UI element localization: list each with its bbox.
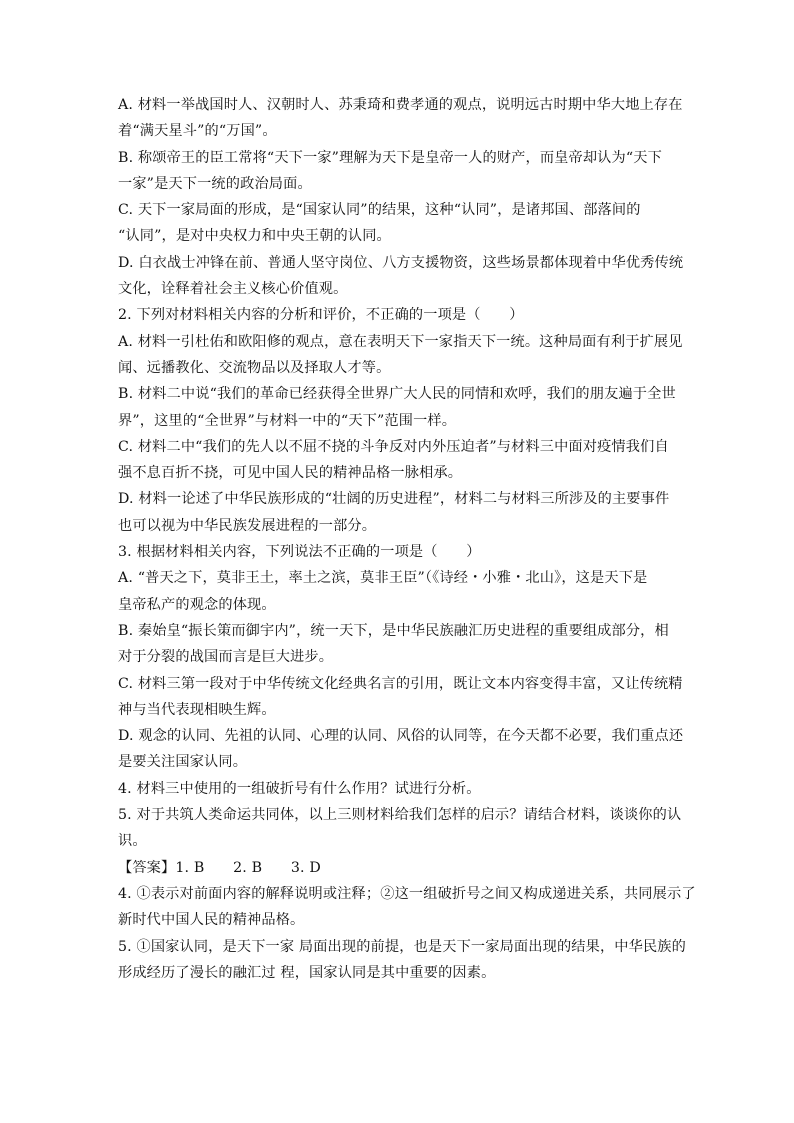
- option-b-line-2: 一家”是天下一统的政治局面。: [118, 175, 312, 192]
- q2-option-d-line-2: 也可以视为中华民族发展进程的一部分。: [118, 517, 377, 534]
- option-c-line-2: “认同”，是对中央权力和中央王朝的认同。: [118, 228, 391, 245]
- q3-option-d-line-1: D. 观念的认同、先祖的认同、心理的认同、风俗的认同等，在今天都不必要，我们重点还: [118, 728, 684, 745]
- question-4: 4. 材料三中使用的一组破折号有什么作用？试进行分析。: [118, 780, 481, 797]
- q2-option-b-line-1: B. 材料二中说“我们的革命已经获得全世界广大人民的同情和欢呼，我们的朋友遍于全世: [118, 386, 676, 403]
- question-2-stem: 2. 下列对材料相关内容的分析和评价，不正确的一项是（ ）: [118, 307, 524, 324]
- answer-5-line-2: 形成经历了漫长的融汇过 程，国家认同是其中重要的因素。: [118, 964, 496, 981]
- q3-option-b-line-2: 对于分裂的战国而言是巨大进步。: [118, 649, 334, 666]
- q3-option-d-line-2: 是要关注国家认同。: [118, 754, 248, 771]
- answer-key: 【答案】1. B 2. B 3. D: [118, 859, 321, 876]
- option-a-line-1: A. 材料一举战国时人、汉朝时人、苏秉琦和费孝通的观点，说明远古时期中华大地上存在: [118, 97, 683, 113]
- q2-option-a-line-2: 闻、远播教化、交流物品以及择取人才等。: [118, 359, 391, 376]
- q2-option-a-line-1: A. 材料一引杜佑和欧阳修的观点，意在表明天下一家指天下一统。这种局面有利于扩展见: [118, 333, 683, 350]
- q3-option-c-line-2: 神与当代表现相映生辉。: [118, 701, 276, 718]
- q2-option-d-line-1: D. 材料一论述了中华民族形成的“壮阔的历史进程”，材料二与材料三所涉及的主要事件: [118, 491, 670, 508]
- option-b-line-1: B. 称颂帝王的臣工常将“天下一家”理解为天下是皇帝一人的财产，而皇帝却认为“天下: [118, 149, 662, 166]
- q2-option-c-line-1: C. 材料二中“我们的先人以不屈不挠的斗争反对内外压迫者”与材料三中面对疫情我们自: [118, 438, 669, 455]
- q3-option-a-line-2: 皇帝私产的观念的体现。: [118, 596, 276, 613]
- q3-option-a-line-1: A. “普天之下，莫非王土，率土之滨，莫非王臣”（《诗经・小雅・北山》，这是天下是: [118, 570, 648, 587]
- option-d-line-1: D. 白衣战士冲锋在前、普通人坚守岗位、八方支援物资，这些场景都体现着中华优秀传统: [118, 254, 684, 271]
- q2-option-c-line-2: 强不息百折不挠，可见中国人民的精神品格一脉相承。: [118, 465, 463, 482]
- answer-4-line-1: 4. ①表示对前面内容的解释说明或注释；②这一组破折号之间又构成递进关系，共同展示了: [118, 885, 696, 902]
- q2-option-b-line-2: 界”，这里的“全世界”与材料一中的“天下”范围一样。: [118, 412, 457, 429]
- option-a-line-2: 着“满天星斗”的“万国”。: [118, 123, 277, 140]
- question-5-line-2: 识。: [118, 833, 147, 850]
- answer-5-line-1: 5. ①国家认同，是天下一家 局面出现的前提，也是天下一家局面出现的结果，中华民族的: [118, 938, 686, 955]
- document-page: [118, 92, 696, 986]
- option-c-line-1: C. 天下一家局面的形成，是“国家认同”的结果，这种“认同”，是诸邦国、部落间的: [118, 202, 641, 219]
- q3-option-c-line-1: C. 材料三第一段对于中华传统文化经典名言的引用，既让文本内容变得丰富，又让传统精: [118, 675, 683, 692]
- answer-4-line-2: 新时代中国人民的精神品格。: [118, 912, 305, 929]
- question-3-stem: 3. 根据材料相关内容，下列说法不正确的一项是（ ）: [118, 544, 481, 561]
- question-5-line-1: 5. 对于共筑人类命运共同体，以上三则材料给我们怎样的启示？请结合材料，谈谈你的认: [118, 807, 682, 824]
- option-d-line-2: 文化，诠释着社会主义核心价值观。: [118, 281, 348, 298]
- q3-option-b-line-1: B. 秦始皇“振长策而御宇内”，统一天下，是中华民族融汇历史进程的重要组成部分，相: [118, 622, 669, 639]
